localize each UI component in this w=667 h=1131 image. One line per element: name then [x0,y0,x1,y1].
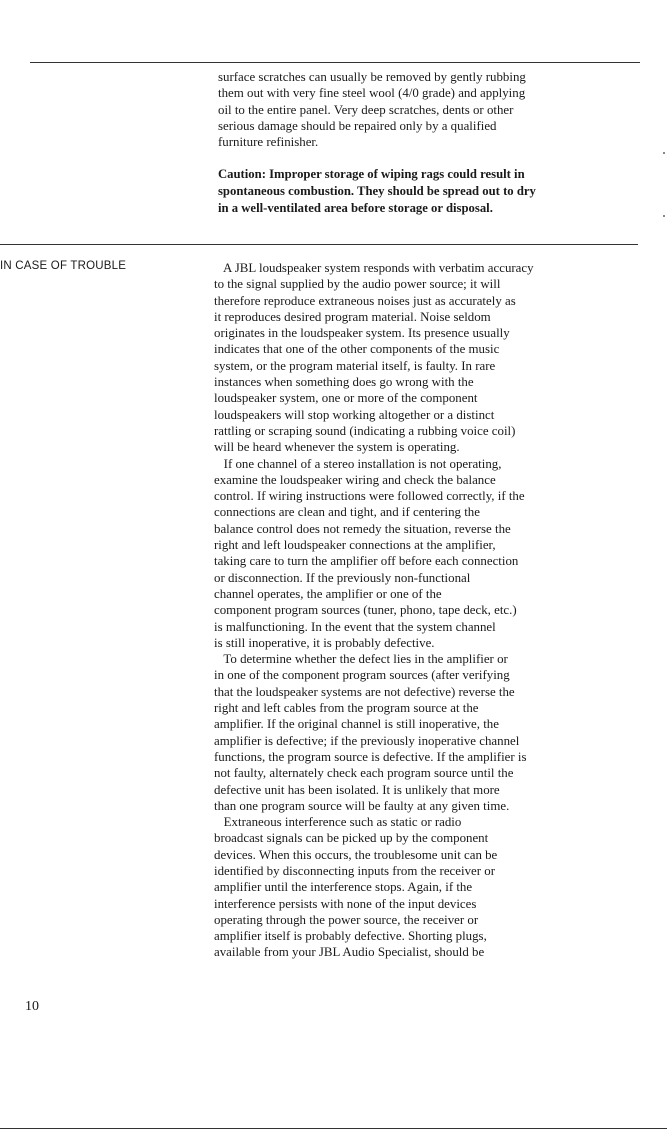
section-rule [0,244,638,245]
body-line: it reproduces desired program material. Noise seldom [214,309,491,324]
body-line: not faulty, alternately check each program source until the [214,766,514,781]
edge-mark [663,215,665,217]
body-line: is still inoperative, it is probably defective. [214,635,435,650]
body-line: If one channel of a stereo installation is not operating, [214,456,502,471]
body-line: therefore reproduce extraneous noises just as accurately as [214,293,516,308]
body-line: connections are clean and tight, and if centering the [214,505,480,520]
text-line: oil to the entire panel. Very deep scratches, dents or other [218,102,514,117]
body-line: than one program source will be faulty at any given time. [214,798,510,813]
bottom-rule [0,1128,667,1129]
body-line: examine the loudspeaker wiring and check the balance [214,472,496,487]
body-line: amplifier is defective; if the previously inoperative channel [214,733,520,748]
body-line: control. If wiring instructions were followed correctly, if the [214,489,525,504]
body-line: system, or the program material itself, is faulty. In rare [214,358,496,373]
body-line: balance control does not remedy the situation, reverse the [214,521,511,536]
text-line: them out with very fine steel wool (4/0 grade) and applying [218,86,526,101]
body-line: amplifier itself is probably defective. Shorting plugs, [214,929,487,944]
body-line: that the loudspeaker systems are not defective) reverse the [214,684,515,699]
body-line: originates in the loudspeaker system. Its presence usually [214,326,510,341]
body-line: functions, the program source is defective. If the amplifier is [214,749,527,764]
body-line: component program sources (tuner, phono, tape deck, etc.) [214,603,517,618]
body-line: Extraneous interference such as static or radio [214,815,462,830]
body-line: amplifier. If the original channel is still inoperative, the [214,717,499,732]
body-line: channel operates, the amplifier or one of the [214,586,442,601]
body-line: devices. When this occurs, the troublesome unit can be [214,847,498,862]
caution-line: spontaneous combustion. They should be spread out to dry [218,183,536,198]
body-line: loudspeakers will stop working altogether or a distinct [214,407,495,422]
section-heading: IN CASE OF TROUBLE [0,260,127,272]
text-line: surface scratches can usually be removed by gently rubbing [218,70,526,84]
intro-paragraph [218,69,638,150]
body-line: to the signal supplied by the audio power source; it will [214,277,501,292]
body-line: right and left loudspeaker connections at the amplifier, [214,538,496,553]
body-line: identified by disconnecting inputs from the receiver or [214,863,496,878]
body-line: operating through the power source, the receiver or [214,912,479,927]
edge-mark [663,152,665,154]
body-line: will be heard whenever the system is operating. [214,440,460,455]
top-rule [30,62,640,63]
body-line: right and left cables from the program source at the [214,701,479,716]
caution-line: in a well-ventilated area before storage or disposal. [218,200,493,215]
caution-paragraph [218,166,638,217]
body-line: or disconnection. If the previously non-functional [214,570,471,585]
body-line: A JBL loudspeaker system responds with verbatim accuracy [214,261,534,275]
body-line: taking care to turn the amplifier off before each connection [214,554,519,569]
body-line: instances when something does go wrong with the [214,375,474,390]
body-line: interference persists with none of the input devices [214,896,477,911]
body-line: amplifier until the interference stops. Again, if the [214,880,473,895]
body-line: indicates that one of the other components of the music [214,342,500,357]
body-line: rattling or scraping sound (indicating a rubbing voice coil) [214,423,516,438]
body-line: To determine whether the defect lies in the amplifier or [214,652,508,667]
page-number: 10 [25,999,39,1014]
body-line: is malfunctioning. In the event that the system channel [214,619,496,634]
text-line: serious damage should be repaired only by a qualified [218,118,497,133]
text-line: furniture refinisher. [218,135,319,150]
body-line: defective unit has been isolated. It is unlikely that more [214,782,500,797]
troubleshooting-body [214,260,634,961]
body-line: available from your JBL Audio Specialist, should be [214,945,485,960]
caution-line: Caution: Improper storage of wiping rags could result in [218,167,525,181]
body-line: broadcast signals can be picked up by the component [214,831,489,846]
body-line: in one of the component program sources (after verifying [214,668,510,683]
body-line: loudspeaker system, one or more of the component [214,391,478,406]
